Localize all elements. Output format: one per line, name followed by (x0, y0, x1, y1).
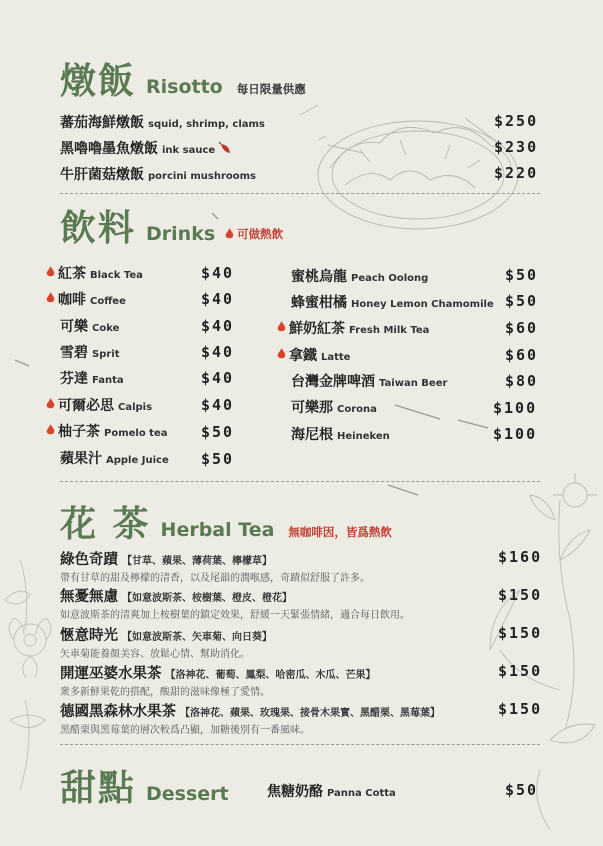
herbal-title-en: Herbal Tea (160, 519, 275, 541)
drink-item (60, 368, 124, 388)
item-price: $230 (494, 138, 539, 156)
item-name-zh: 海尼根 (291, 427, 333, 443)
item-name-en: Pomelo tea (104, 428, 168, 439)
drinks-header (60, 200, 283, 251)
item-price: $80 (505, 372, 539, 390)
item-name-zh: 蜜桃烏龍 (291, 269, 347, 285)
drink-item (46, 289, 126, 309)
risotto-note: 每日限量供應 (236, 82, 306, 96)
dessert-header (60, 760, 229, 811)
item-name-en: Fresh Milk Tea (349, 325, 430, 336)
drink-item (277, 318, 429, 338)
item-name-zh: 蜂蜜柑橘 (291, 295, 347, 311)
item-price: $160 (498, 548, 543, 566)
tea-ingredients: 【如意波斯茶、桉樹葉、橙皮、橙花】 (122, 593, 292, 604)
item-name-zh: 台灣金牌啤酒 (291, 374, 375, 390)
item-name-en: Peach Oolong (351, 273, 429, 284)
tea-description: 衆多新鮮果乾的搭配，酸甜的滋味像極了愛情。 (60, 687, 270, 698)
tea-item (60, 662, 376, 698)
drinks-title-en: Drinks (146, 223, 216, 245)
item-price: $50 (505, 266, 539, 284)
drink-item (291, 266, 428, 286)
item-price: $220 (494, 164, 539, 182)
drink-item (46, 263, 143, 283)
item-name-en: Black Tea (90, 270, 143, 281)
item-name-en: Coffee (90, 296, 126, 307)
fire-icon (46, 424, 55, 436)
item-price: $50 (505, 781, 539, 799)
drink-item (60, 448, 169, 468)
fire-icon (277, 348, 286, 360)
tea-item (60, 585, 410, 621)
item-name-en: Honey Lemon Chamomile (351, 299, 494, 310)
item-price: $250 (494, 112, 539, 130)
item-name-zh: 咖啡 (58, 292, 86, 308)
section-divider (60, 193, 540, 194)
drink-item (277, 345, 350, 365)
item-price: $50 (201, 423, 235, 441)
item-price: $100 (493, 399, 538, 417)
item-name-zh: 可樂 (60, 319, 88, 335)
item-name-zh: 鮮奶紅茶 (289, 321, 345, 337)
item-price: $150 (498, 624, 543, 642)
item-price: $40 (201, 369, 235, 387)
menu-item (60, 164, 256, 184)
item-name-en: Sprit (92, 349, 120, 360)
tea-description: 如意波斯茶的清爽加上桉樹葉的鎮定效果，舒緩一天緊張情緒，適合每日飲用。 (60, 610, 410, 621)
fire-icon (46, 292, 55, 304)
drink-item (60, 342, 120, 362)
tea-ingredients: 【如意波斯茶、矢車菊、向日葵】 (122, 632, 272, 643)
item-name-en: Coke (92, 323, 120, 334)
item-name-zh: 蘋果汁 (60, 451, 102, 467)
drink-item (46, 395, 152, 415)
tea-ingredients: 【洛神花、葡萄、鳳梨、哈密瓜、木瓜、芒果】 (165, 670, 376, 681)
item-name-zh: 紅茶 (58, 266, 86, 282)
herbal-title-zh: 花 茶 (60, 504, 151, 545)
item-name-zh: 芬達 (60, 371, 88, 387)
dessert-title-en: Dessert (146, 783, 229, 805)
item-price: $40 (201, 396, 235, 414)
drinks-note: 可做熱飲 (237, 227, 284, 241)
risotto-title-zh: 燉飯 (60, 61, 137, 102)
fire-icon (46, 398, 55, 410)
risotto-header (60, 53, 306, 104)
item-name-en: Corona (337, 404, 377, 415)
tea-name: 愜意時光 (60, 628, 118, 644)
item-price: $60 (505, 346, 539, 364)
item-name-zh: 焦糖奶酪 (267, 784, 323, 800)
item-name-zh: 柚子茶 (58, 424, 100, 440)
item-name-en: Calpis (118, 402, 153, 413)
tea-item (60, 700, 440, 736)
herbal-note: 無咖啡因，皆爲熱飲 (288, 525, 392, 539)
drinks-title-zh: 飲料 (60, 208, 137, 249)
item-name-en: porcini mushrooms (148, 171, 256, 182)
menu-item (60, 112, 265, 132)
item-name-en: Taiwan Beer (379, 378, 448, 389)
item-price: $40 (201, 343, 235, 361)
drink-item (46, 421, 168, 441)
item-price: $40 (201, 317, 235, 335)
item-name-zh: 拿鐵 (289, 348, 317, 364)
tea-name: 綠色奇蹟 (60, 552, 118, 568)
item-name-zh: 可爾必思 (58, 398, 114, 414)
tea-item (60, 624, 272, 660)
tea-name: 無憂無慮 (60, 589, 118, 605)
item-name-zh: 黑嚕嚕墨魚燉飯 (60, 141, 158, 157)
item-name-zh: 雪碧 (60, 345, 88, 361)
chili-icon (218, 141, 232, 155)
item-price: $150 (498, 662, 543, 680)
tea-name: 德國黑森林水果茶 (60, 704, 176, 720)
risotto-title-en: Risotto (146, 76, 223, 98)
item-name-en: Latte (321, 352, 351, 363)
drink-item (60, 316, 119, 336)
item-name-zh: 可樂那 (291, 400, 333, 416)
item-price: $150 (498, 700, 543, 718)
fire-icon (46, 266, 55, 278)
item-name-en: Fanta (92, 375, 124, 386)
item-name-en: Panna Cotta (327, 788, 396, 799)
item-name-zh: 牛肝菌菇燉飯 (60, 167, 144, 183)
drink-item (291, 292, 494, 312)
tea-description: 矢車菊能養顏美容、放鬆心情、幫助消化。 (60, 649, 250, 660)
item-price: $40 (201, 264, 235, 282)
fire-icon (277, 321, 286, 333)
tea-description: 帶有甘草的甜及檸檬的清香，以及尾韻的潤喉感，奇蹟似舒服了許多。 (60, 573, 370, 584)
item-name-en: Apple Juice (106, 455, 169, 466)
section-divider (60, 744, 540, 745)
menu-item (60, 138, 232, 158)
item-name-en: ink sauce (162, 145, 216, 156)
item-price: $150 (498, 586, 543, 604)
drink-item (291, 424, 390, 444)
item-price: $50 (201, 450, 235, 468)
item-name-en: squid, shrimp, clams (148, 119, 265, 130)
tea-item (60, 548, 370, 584)
fire-icon (225, 228, 234, 240)
item-price: $60 (505, 319, 539, 337)
item-name-zh: 蕃茄海鮮燉飯 (60, 115, 144, 131)
item-price: $40 (201, 290, 235, 308)
item-price: $50 (505, 292, 539, 310)
tea-ingredients: 【甘草、蘋果、薄荷葉、檸檬草】 (122, 556, 272, 567)
section-divider (60, 481, 540, 482)
tea-ingredients: 【洛神花、蘋果、玫瑰果、接骨木果實、黑醋栗、黑莓葉】 (180, 708, 440, 719)
dessert-item (267, 781, 396, 801)
item-name-en: Heineken (337, 431, 390, 442)
item-price: $100 (493, 425, 538, 443)
tea-description: 黑醋栗與黑莓葉的層次較爲凸顯，加糖後別有一番風味。 (60, 725, 310, 736)
tea-name: 開運巫婆水果茶 (60, 666, 162, 682)
herbal-header (60, 496, 392, 547)
dessert-title-zh: 甜點 (60, 768, 137, 809)
drink-item (291, 371, 447, 391)
drink-item (291, 397, 377, 417)
